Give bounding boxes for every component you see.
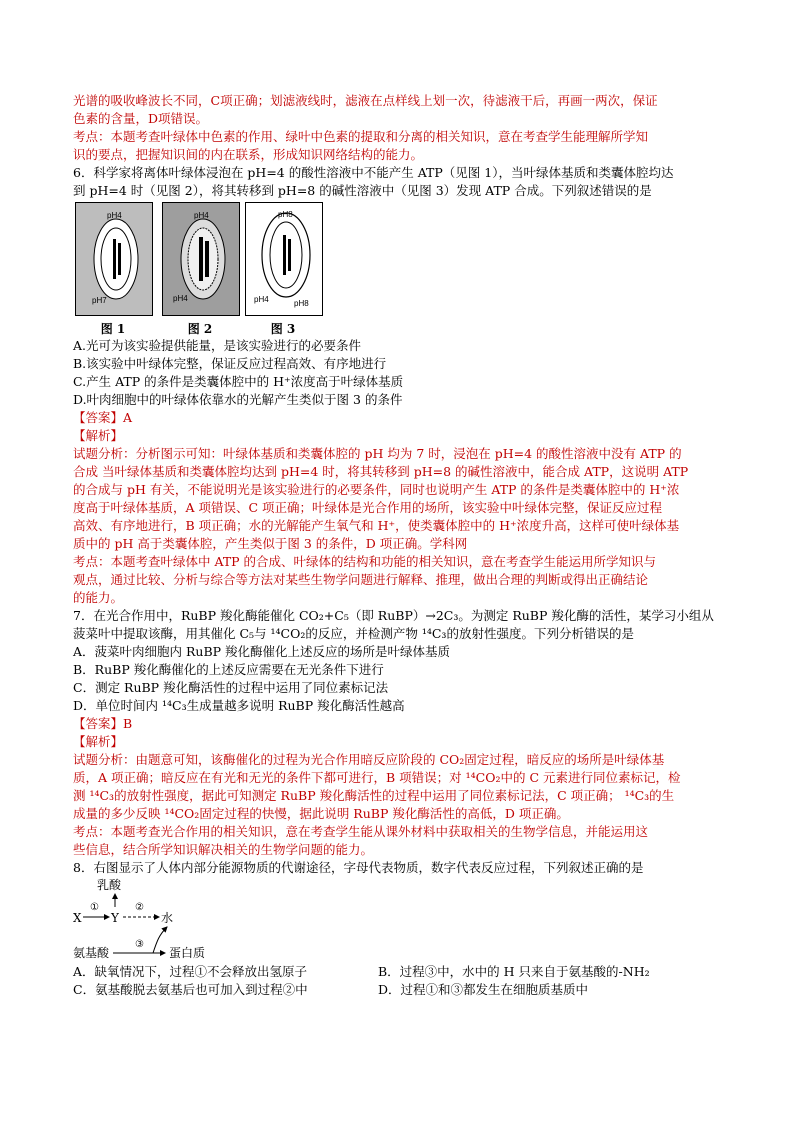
fig3-label-bottom-right: pH8 <box>294 299 309 308</box>
fig2-label-bottom: pH4 <box>173 294 188 303</box>
lactic-acid-label: 乳酸 <box>97 878 122 892</box>
fig2-label-top: pH4 <box>194 211 209 220</box>
q8-stem: 8．右图显示了人体内部分能源物质的代谢途径，字母代表物质，数字代表反应过程，下列叙述正确的是 <box>73 860 644 875</box>
q6-kaodian-line: 观点，通过比较、分析与综合等方法对某些生物学问题进行解释、推理，做出合理的判断或得出正确结论 <box>73 572 649 587</box>
figure-1-caption: 图 1 <box>100 322 126 336</box>
q8-option-b: B．过程③中，水中的 H 只来自于氨基酸的-NH₂ <box>378 964 650 979</box>
fig1-label-top: pH4 <box>107 211 122 220</box>
q6-analysis-line: 度高于叶绿体基质，A 项错误、C 项正确；叶绿体是光合作用的场所，该实验中叶绿体完整，保证反应过程 <box>73 500 663 515</box>
q6-analysis-line: 合成 当叶绿体基质和类囊体腔均达到 pH=4 时，将其转移到 pH=8 的碱性溶液中，能合成 ATP，这说明 ATP <box>73 464 689 479</box>
q7-stem-line: 7．在光合作用中，RuBP 羧化酶能催化 CO₂+C₅（即 RuBP）→2C₃。为测定 RuBP 羧化酶的活性，某学习小组从 <box>73 608 714 623</box>
q6-kaodian-line: 考点：本题考查叶绿体中 ATP 的合成、叶绿体的结构和功能的相关知识，意在考查学生能运用所学知识与 <box>73 554 657 569</box>
chloroplast-diagram-1 <box>76 203 152 315</box>
q7-answer: 【答案】B <box>73 716 133 731</box>
q8-option-c: C．氨基酸脱去氨基后也可加入到过程②中 <box>73 982 308 997</box>
q6-analysis-line: 试题分析：分析图示可知：叶绿体基质和类囊体腔的 pH 均为 7 时，浸泡在 pH=4 的酸性溶液中没有 ATP 的 <box>73 446 682 461</box>
fig3-label-bottom-left: pH4 <box>254 295 269 304</box>
fig1-label-bottom: pH7 <box>92 296 107 305</box>
step3-label: ③ <box>135 939 144 950</box>
q7-option-b: B．RuBP 羧化酶催化的上述反应需要在无光条件下进行 <box>73 662 384 677</box>
q6-stem-line: 6．科学家将离体叶绿体浸泡在 pH=4 的酸性溶液中不能产生 ATP（见图 1），当叶绿体基质和类囊体腔均达 <box>73 165 674 180</box>
q6-kaodian-line: 的能力。 <box>73 590 124 605</box>
q7-analysis-line: 测 ¹⁴C₃的放射性强度，据此可知测定 RuBP 羧化酶活性的过程中运用了同位素标记法，C 项正确； ¹⁴C₃的生 <box>73 788 675 803</box>
q8-metabolism-diagram <box>73 877 723 963</box>
x-label: X <box>73 911 82 925</box>
q6-answer: 【答案】A <box>73 410 133 425</box>
figure-3-caption: 图 3 <box>270 322 296 336</box>
figure-2 <box>162 202 240 316</box>
amino-acid-label: 氨基酸 <box>73 946 110 960</box>
y-label: Y <box>111 911 119 925</box>
q8-options-row <box>73 981 723 999</box>
q8-options-row <box>73 963 723 981</box>
fig3-label-top: pH8 <box>278 210 293 219</box>
prev-analysis-line: 光谱的吸收峰波长不同，C项正确；划滤液线时，滤液在点样线上划一次，待滤液干后，再画一两次，保证 <box>73 93 658 108</box>
q6-analysis-title: 【解析】 <box>73 428 124 443</box>
q7-kaodian-line: 考点：本题考查光合作用的相关知识，意在考查学生能从课外材料中获取相关的生物学信息，并能运用这 <box>73 824 649 839</box>
q6-option-a: A.光可为该实验提供能量，是该实验进行的必要条件 <box>73 338 362 353</box>
q6-stem-line: 到 pH=4 时（见图 2），将其转移到 pH=8 的碱性溶液中（见图 3）发现 ATP 合成。下列叙述错误的是 <box>73 183 652 198</box>
prev-kaodian-line: 识的要点，把握知识间的内在联系，形成知识网络结构的能力。 <box>73 147 424 162</box>
step1-label: ① <box>90 902 99 913</box>
q6-figures <box>73 202 723 337</box>
q7-analysis-title: 【解析】 <box>73 734 124 749</box>
document-page <box>73 92 723 999</box>
metabolism-pathway-svg <box>73 877 273 963</box>
q8-option-a: A．缺氧情况下，过程①不会释放出氢原子 <box>73 964 308 979</box>
figure-2-caption: 图 2 <box>187 322 213 336</box>
q6-analysis-line: 的合成与 pH 有关，不能说明光是该实验进行的必要条件，同时也说明产生 ATP 的条件是类囊体腔中的 H⁺浓 <box>73 482 680 497</box>
q6-option-c: C.产生 ATP 的条件是类囊体腔中的 H⁺浓度高于叶绿体基质 <box>73 374 404 389</box>
step2-label: ② <box>135 902 144 913</box>
figure-3 <box>245 202 323 316</box>
q8-option-d: D．过程①和③都发生在细胞质基质中 <box>378 982 589 997</box>
q7-option-c: C．测定 RuBP 羧化酶活性的过程中运用了同位素标记法 <box>73 680 389 695</box>
q7-analysis-line: 质，A 项正确；暗反应在有光和无光的条件下都可进行，B 项错误；对 ¹⁴CO₂中的 C 元素进行同位素标记，检 <box>73 770 681 785</box>
q6-analysis-line: 质中的 pH 高于类囊体腔，产生类似于图 3 的条件，D 项正确。学科网 <box>73 536 468 551</box>
prev-analysis-line: 色素的含量，D项错误。 <box>73 111 209 126</box>
protein-label: 蛋白质 <box>169 946 206 960</box>
chloroplast-diagram-2 <box>163 203 239 315</box>
q6-option-d: D.叶肉细胞中的叶绿体依靠水的光解产生类似于图 3 的条件 <box>73 392 403 407</box>
figure-1 <box>75 202 153 316</box>
q7-option-a: A．菠菜叶肉细胞内 RuBP 羧化酶催化上述反应的场所是叶绿体基质 <box>73 644 451 659</box>
q7-analysis-line: 成量的多少反映 ¹⁴CO₂固定过程的快慢，据此说明 RuBP 羧化酶活性的高低，D 项正确。 <box>73 806 569 821</box>
prev-kaodian-line: 考点：本题考查叶绿体中色素的作用、绿叶中色素的提取和分离的相关知识，意在考查学生能理解所学知 <box>73 129 649 144</box>
q6-analysis-line: 高效、有序地进行，B 项正确；水的光解能产生氧气和 H⁺，使类囊体腔中的 H⁺浓度升高，这样可使叶绿体基 <box>73 518 680 533</box>
q6-option-b: B.该实验中叶绿体完整，保证反应过程高效、有序地进行 <box>73 356 387 371</box>
q7-kaodian-line: 些信息，结合所学知识解决相关的生物学问题的能力。 <box>73 842 374 857</box>
q7-analysis-line: 试题分析：由题意可知，该酶催化的过程为光合作用暗反应阶段的 CO₂固定过程，暗反应的场所是叶绿体基 <box>73 752 665 767</box>
q7-option-d: D．单位时间内 ¹⁴C₃生成量越多说明 RuBP 羧化酶活性越高 <box>73 698 405 713</box>
chloroplast-diagram-3 <box>246 203 322 315</box>
q7-stem-line: 菠菜叶中提取该酶，用其催化 C₅与 ¹⁴CO₂的反应，并检测产物 ¹⁴C₃的放射性强度。下列分析错误的是 <box>73 626 634 641</box>
water-label: 水 <box>161 911 174 925</box>
